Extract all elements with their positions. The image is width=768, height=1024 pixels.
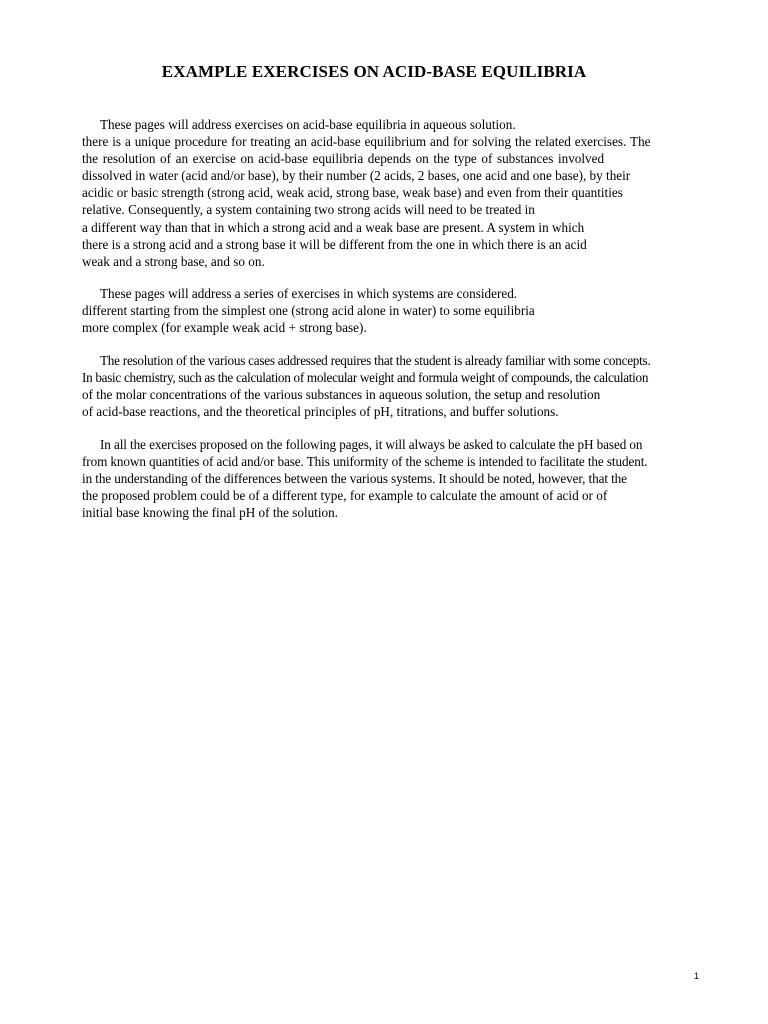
paragraph-line: These pages will address a series of exercises in which systems are considered. bbox=[100, 286, 518, 301]
paragraph-line: initial base knowing the final pH of the solution. bbox=[82, 505, 339, 521]
paragraph-line: In basic chemistry, such as the calculation of molecular weight and formula weight of compounds, the calculation bbox=[82, 370, 649, 386]
paragraph-line: acidic or basic strength (strong acid, weak acid, strong base, weak base) and even from their quantities bbox=[82, 185, 623, 201]
paragraph-line: different starting from the simplest one (strong acid alone in water) to some equilibria bbox=[82, 303, 535, 319]
paragraph-line: there is a strong acid and a strong base it will be different from the one in which there is an acid bbox=[82, 236, 587, 252]
page-number: 1 bbox=[694, 971, 700, 981]
paragraph-line: there is a unique procedure for treating an acid-base equilibrium and for solving the related exercises. The bbox=[82, 134, 651, 150]
paragraph-3 bbox=[82, 352, 746, 420]
paragraph-line: the resolution of an exercise on acid-base equilibria depends on the type of substances involved bbox=[82, 151, 605, 167]
paragraph-line: from known quantities of acid and/or base. This uniformity of the scheme is intended to facilitate the student. bbox=[82, 454, 648, 470]
paragraph-line: of acid-base reactions, and the theoretical principles of pH, titrations, and buffer solutions. bbox=[82, 404, 559, 420]
paragraph-2 bbox=[82, 285, 746, 336]
paragraph-line: of the molar concentrations of the various substances in aqueous solution, the setup and resolution bbox=[82, 387, 601, 403]
paragraph-line: The resolution of the various cases addressed requires that the student is already familiar with some concepts. bbox=[100, 353, 651, 368]
paragraph-line: relative. Consequently, a system containing two strong acids will need to be treated in bbox=[82, 202, 535, 218]
paragraph-line: In all the exercises proposed on the following pages, it will always be asked to calculate the pH based on bbox=[100, 437, 643, 452]
paragraph-line: in the understanding of the differences between the various systems. It should be noted, however, that the bbox=[82, 471, 627, 487]
paragraph-1 bbox=[82, 116, 746, 270]
page-title: EXAMPLE EXERCISES ON ACID-BASE EQUILIBRIA bbox=[161, 62, 587, 81]
paragraph-4 bbox=[82, 436, 746, 521]
paragraph-line: dissolved in water (acid and/or base), by their number (2 acids, 2 bases, one acid and one base), by their bbox=[82, 168, 631, 184]
paragraph-line: more complex (for example weak acid + strong base). bbox=[82, 320, 367, 336]
paragraph-line: the proposed problem could be of a different type, for example to calculate the amount of acid or of bbox=[82, 488, 608, 504]
paragraph-line: a different way than that in which a strong acid and a weak base are present. A system in which bbox=[82, 219, 585, 235]
paragraph-line: These pages will address exercises on acid-base equilibria in aqueous solution. bbox=[100, 117, 516, 132]
paragraph-line: weak and a strong base, and so on. bbox=[82, 253, 265, 269]
